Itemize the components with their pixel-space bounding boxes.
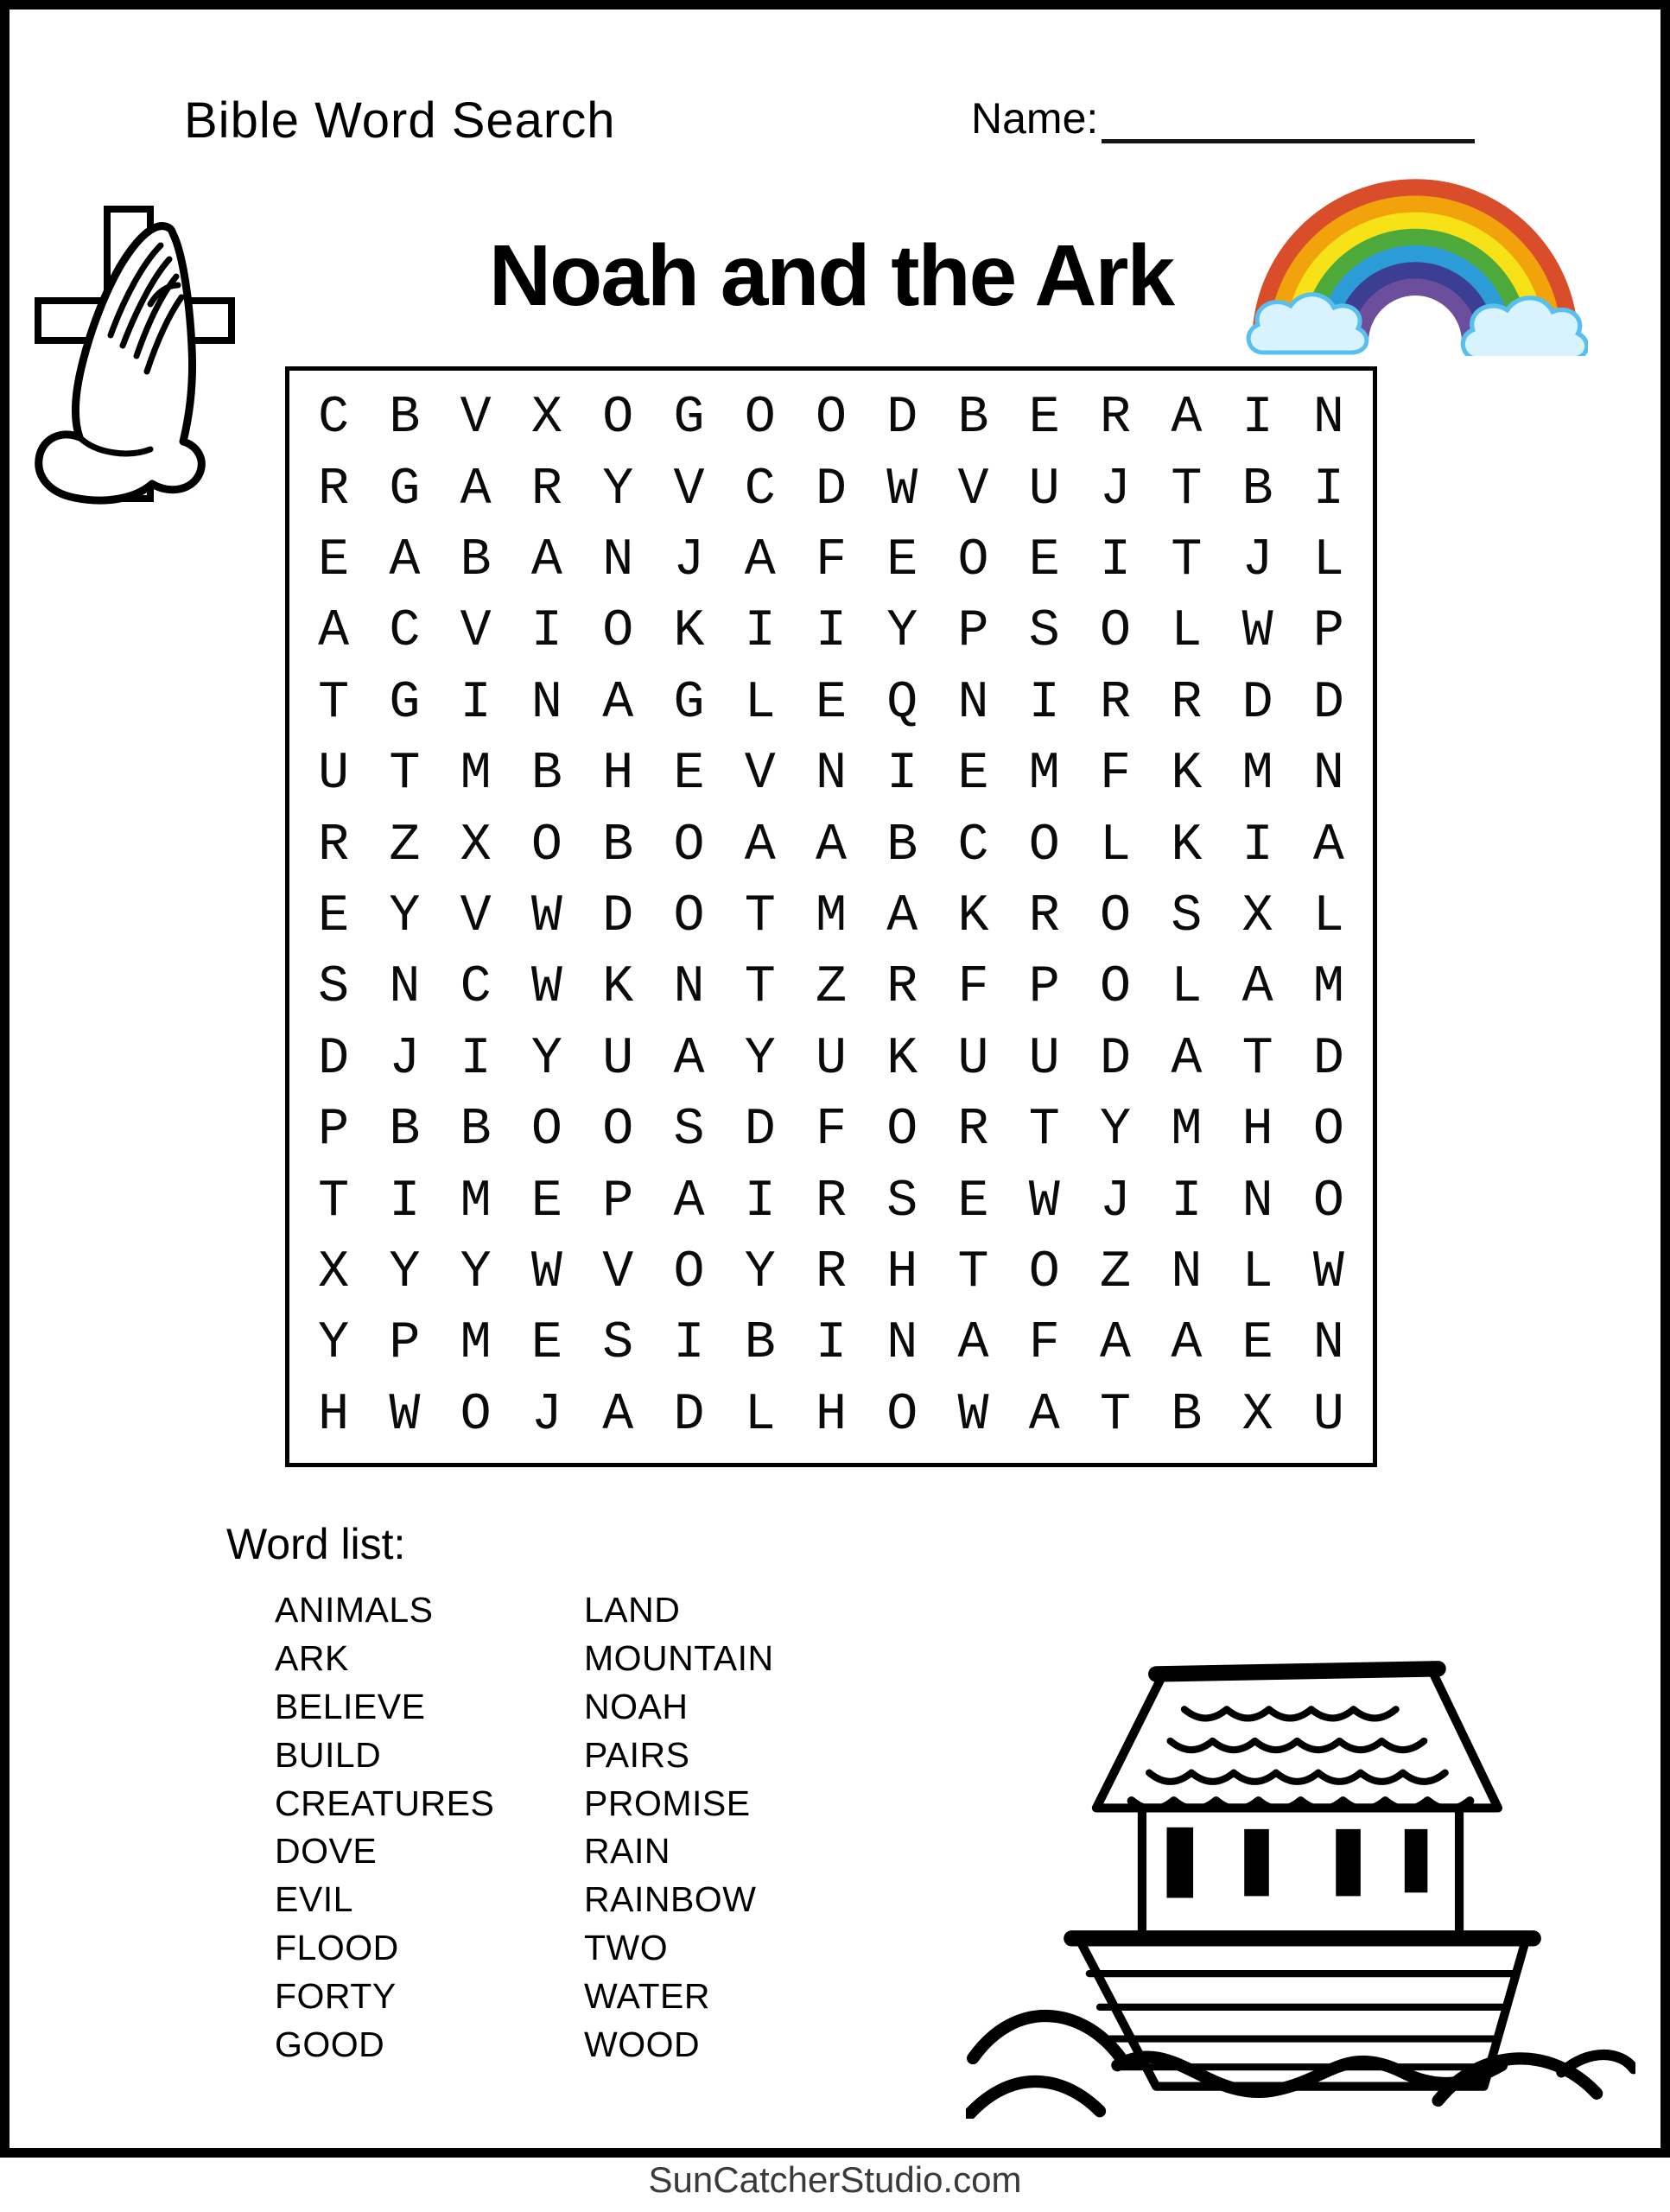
word-list-item: WATER [584,1975,710,2016]
grid-cell: K [1171,816,1203,875]
grid-cell: T [744,887,776,946]
word-list-item: PROMISE [584,1783,751,1823]
grid-cell: I [673,1314,705,1374]
grid-cell: I [744,1172,776,1231]
noahs-ark-icon [966,1638,1635,2119]
grid-cell: O [1100,887,1132,946]
grid-cell: O [744,389,776,448]
grid-cell: E [1028,531,1060,590]
grid-cell: U [318,745,350,804]
grid-cell: V [460,602,492,662]
grid-cell: A [1171,1314,1203,1374]
grid-cell: O [1028,816,1060,875]
grid-cell: B [389,1101,421,1160]
grid-cell: W [530,958,562,1018]
grid-cell: U [957,1029,989,1089]
grid-cell: O [673,887,705,946]
grid-cell: O [673,816,705,875]
grid-cell: O [673,1243,705,1302]
grid-cell: Y [744,1243,776,1302]
grid-cell: P [318,1101,350,1160]
grid-cell: E [815,673,847,733]
grid-cell: A [1312,816,1344,875]
grid-cell: U [1028,1029,1060,1089]
grid-cell: J [1100,460,1132,519]
word-list-column-2 [584,1586,774,2069]
grid-cell: I [1312,460,1344,519]
grid-cell: X [460,816,492,875]
grid-cell: V [744,745,776,804]
grid-cell: L [1171,958,1203,1018]
grid-cell: M [1028,745,1060,804]
grid-cell: N [1171,1243,1203,1302]
word-list-item: RAIN [584,1831,670,1872]
grid-cell: H [886,1243,918,1302]
grid-cell: O [602,1101,634,1160]
grid-cell: U [1028,460,1060,519]
word-list-item: NOAH [584,1686,689,1726]
grid-cell: I [886,745,918,804]
grid-cell: L [1312,887,1344,946]
grid-cell: K [602,958,634,1018]
grid-cell: F [1100,745,1132,804]
grid-cell: Q [886,673,918,733]
grid-cell: D [1100,1029,1132,1089]
grid-cell: I [1100,531,1132,590]
grid-cell: F [815,531,847,590]
grid-cell: E [957,745,989,804]
grid-cell: D [815,460,847,519]
grid-cell: E [673,745,705,804]
grid-cell: B [602,816,634,875]
grid-cell: F [957,958,989,1018]
grid-cell: Y [460,1243,492,1302]
grid-cell: B [460,1101,492,1160]
grid-cell: V [460,389,492,448]
grid-cell: V [957,460,989,519]
grid-cell: C [744,460,776,519]
grid-cell: O [602,389,634,448]
word-list-heading: Word list: [226,1520,406,1568]
grid-cell: I [530,602,562,662]
grid-cell: A [744,816,776,875]
grid-cell: W [1312,1243,1344,1302]
grid-cell: R [318,816,350,875]
grid-cell: Z [815,958,847,1018]
grid-cell: O [1100,958,1132,1018]
grid-cell: E [530,1172,562,1231]
grid-cell: D [673,1385,705,1445]
grid-cell: D [602,887,634,946]
grid-cell: G [673,389,705,448]
grid-cell: L [744,1385,776,1445]
praying-hands-icon [24,199,253,536]
grid-cell: T [318,1172,350,1231]
grid-cell: A [602,1385,634,1445]
grid-cell: N [1312,389,1344,448]
grid-cell: B [744,1314,776,1374]
grid-cell: X [1241,887,1273,946]
page-title: Bible Word Search [184,92,616,149]
word-list-item: ANIMALS [275,1590,434,1630]
grid-cell: G [389,460,421,519]
grid-cell: E [1241,1314,1273,1374]
grid-cell: W [530,1243,562,1302]
grid-cell: E [886,531,918,590]
grid-cell: K [673,602,705,662]
grid-cell: U [1312,1385,1344,1445]
grid-cell: X [1241,1385,1273,1445]
grid-cell: O [460,1385,492,1445]
grid-cell: W [530,887,562,946]
grid-cell: O [886,1385,918,1445]
name-blank-line [1102,101,1475,143]
word-list-item: FORTY [275,1975,397,2016]
grid-cell: H [815,1385,847,1445]
grid-cell: B [886,816,918,875]
grid-cell: T [389,745,421,804]
grid-cell: R [815,1172,847,1231]
grid-cell: X [318,1243,350,1302]
grid-cell: R [1028,887,1060,946]
word-list-item: DOVE [275,1831,378,1872]
grid-cell: A [1171,389,1203,448]
grid-cell: S [318,958,350,1018]
grid-cell: R [1100,389,1132,448]
grid-cell: E [318,887,350,946]
grid-cell: T [1171,460,1203,519]
grid-cell: G [673,673,705,733]
grid-cell: J [530,1385,562,1445]
word-list-item: GOOD [275,2024,385,2064]
grid-cell: B [957,389,989,448]
grid-cell: N [530,673,562,733]
grid-cell: I [1241,389,1273,448]
grid-cell: Y [744,1029,776,1089]
grid-cell: J [389,1029,421,1089]
grid-cell: A [815,816,847,875]
grid-cell: A [530,531,562,590]
grid-cell: K [957,887,989,946]
grid-cell: T [744,958,776,1018]
grid-cell: N [1312,745,1344,804]
grid-cell: I [460,1029,492,1089]
grid-cell: I [1241,816,1273,875]
grid-cell: Z [389,816,421,875]
grid-cell: N [389,958,421,1018]
grid-cell: A [1100,1314,1132,1374]
grid-cell: N [957,673,989,733]
word-list-item: BELIEVE [275,1686,426,1726]
grid-cell: L [1171,602,1203,662]
word-list-item: LAND [584,1590,681,1630]
grid-cell: A [886,887,918,946]
grid-cell: P [1028,958,1060,1018]
word-list-item: TWO [584,1927,669,1967]
grid-cell: M [1241,745,1273,804]
word-search-grid [285,366,1377,1467]
grid-cell: Y [602,460,634,519]
grid-cell: X [530,389,562,448]
grid-cell: O [1312,1172,1344,1231]
grid-cell: F [1028,1314,1060,1374]
grid-cell: W [886,460,918,519]
grid-cell: W [957,1385,989,1445]
grid-cell: T [1028,1101,1060,1160]
grid-cell: A [1028,1385,1060,1445]
grid-cell: R [1171,673,1203,733]
word-list-item: EVIL [275,1879,353,1920]
grid-cell: A [957,1314,989,1374]
grid-cell: R [815,1243,847,1302]
grid-cell: H [602,745,634,804]
grid-cell: O [886,1101,918,1160]
word-list-column-1 [275,1586,494,2069]
grid-cell: Y [886,602,918,662]
grid-cell: N [673,958,705,1018]
grid-cell: I [460,673,492,733]
puzzle-title: Noah and the Ark [488,227,1174,324]
grid-cell: I [1171,1172,1203,1231]
grid-cell: F [815,1101,847,1160]
grid-cell: T [1100,1385,1132,1445]
grid-cell: J [1241,531,1273,590]
grid-cell: Y [389,887,421,946]
grid-cell: Z [1100,1243,1132,1302]
grid-cell: R [886,958,918,1018]
grid-cell: C [318,389,350,448]
grid-cell: E [530,1314,562,1374]
grid-cell: R [318,460,350,519]
grid-cell: W [389,1385,421,1445]
grid-cell: O [530,1101,562,1160]
grid-cell: K [886,1029,918,1089]
grid-cell: M [460,1172,492,1231]
grid-cell: H [1241,1101,1273,1160]
grid-cell: A [1171,1029,1203,1089]
grid-cell: O [602,602,634,662]
grid-cell: D [1241,673,1273,733]
grid-cell: B [389,389,421,448]
grid-cell: S [602,1314,634,1374]
grid-cell: U [602,1029,634,1089]
name-row [971,93,1475,143]
grid-cell: S [673,1101,705,1160]
grid-cell: J [1100,1172,1132,1231]
grid-cell: A [673,1029,705,1089]
footer-site-text: SunCatcherStudio.com [648,2159,1022,2200]
grid-cell: O [1100,602,1132,662]
grid-cell: S [886,1172,918,1231]
grid-cell: Y [530,1029,562,1089]
grid-cell: L [1312,531,1344,590]
word-list-item: ARK [275,1638,349,1679]
grid-cell: T [318,673,350,733]
word-list-item: FLOOD [275,1927,399,1967]
grid-cell: C [389,602,421,662]
grid-cell: A [460,460,492,519]
grid-cell: B [1241,460,1273,519]
grid-cell: P [389,1314,421,1374]
grid-cell: Y [389,1243,421,1302]
grid-cell: A [744,531,776,590]
grid-cell: G [389,673,421,733]
grid-cell: D [318,1029,350,1089]
grid-cell: A [1241,958,1273,1018]
grid-cell: A [318,602,350,662]
word-list-item: MOUNTAIN [584,1638,774,1679]
grid-cell: N [815,745,847,804]
grid-cell: P [602,1172,634,1231]
grid-cell: V [673,460,705,519]
grid-cell: M [1171,1101,1203,1160]
grid-cell: Y [1100,1101,1132,1160]
word-list-item: RAINBOW [584,1879,757,1920]
grid-cell: I [1028,673,1060,733]
grid-cell: A [602,673,634,733]
grid-cell: S [1171,887,1203,946]
grid-cell: O [1312,1101,1344,1160]
grid-cell: N [886,1314,918,1374]
grid-cell: O [815,389,847,448]
grid-cell: C [957,816,989,875]
grid-cell: L [1100,816,1132,875]
grid-cell: B [530,745,562,804]
grid-cell: N [1312,1314,1344,1374]
grid-cell: A [673,1172,705,1231]
grid-cell: S [1028,602,1060,662]
grid-cell: D [744,1101,776,1160]
grid-cell: I [815,1314,847,1374]
grid-cell: R [957,1101,989,1160]
grid-cell: E [1028,389,1060,448]
grid-cell: N [1241,1172,1273,1231]
grid-cell: W [1241,602,1273,662]
grid-cell: I [389,1172,421,1231]
grid-cell: I [744,602,776,662]
word-list-item: PAIRS [584,1734,690,1775]
grid-cell: O [1028,1243,1060,1302]
grid-cell: M [460,745,492,804]
grid-cell: D [1312,1029,1344,1089]
grid-cell: T [957,1243,989,1302]
grid-cell: M [815,887,847,946]
grid-cell: R [530,460,562,519]
grid-cell: T [1171,531,1203,590]
grid-cell: T [1241,1029,1273,1089]
grid-cell: P [1312,602,1344,662]
grid-cell: E [318,531,350,590]
grid-cell: V [602,1243,634,1302]
grid-cell: C [460,958,492,1018]
grid-cell: W [1028,1172,1060,1231]
grid-cell: L [744,673,776,733]
grid-cell: V [460,887,492,946]
grid-cell: Y [318,1314,350,1374]
grid-cell: N [602,531,634,590]
grid-cell: O [530,816,562,875]
grid-cell: E [957,1172,989,1231]
grid-cell: U [815,1029,847,1089]
grid-cell: K [1171,745,1203,804]
grid-cell: M [1312,958,1344,1018]
word-list-item: CREATURES [275,1783,495,1823]
grid-cell: J [673,531,705,590]
grid-cell: L [1241,1243,1273,1302]
word-list-item: BUILD [275,1734,382,1775]
grid-cell: D [1312,673,1344,733]
grid-cell: M [460,1314,492,1374]
grid-cell: P [957,602,989,662]
grid-cell: R [1100,673,1132,733]
grid-cell: B [1171,1385,1203,1445]
grid-cell: H [318,1385,350,1445]
grid-cell: O [957,531,989,590]
grid-cell: I [815,602,847,662]
grid-cell: D [886,389,918,448]
name-label: Name: [971,94,1099,143]
word-list-item: WOOD [584,2024,701,2064]
grid-cell: A [389,531,421,590]
grid-cell: B [460,531,492,590]
